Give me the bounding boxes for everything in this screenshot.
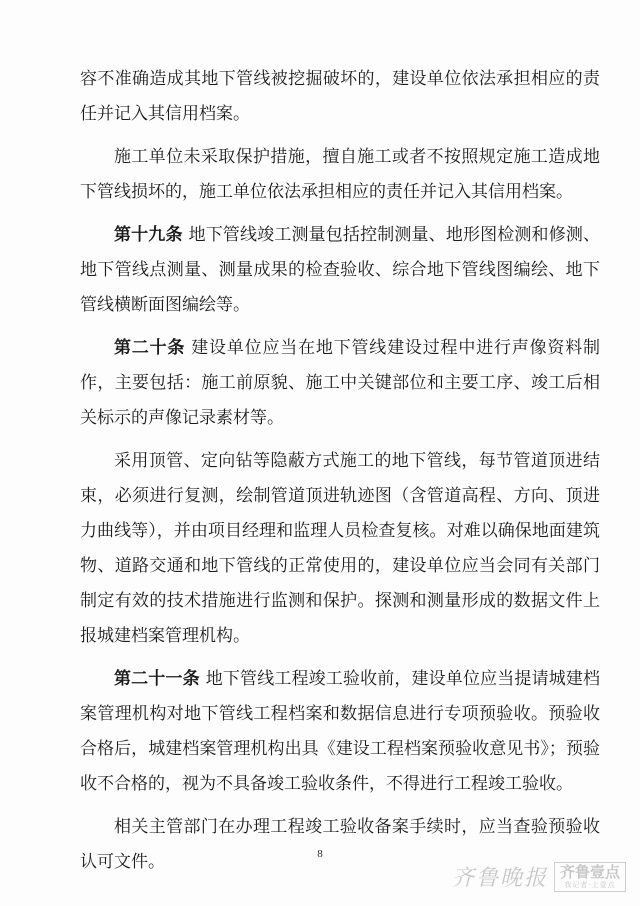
article-number: 第二十条 (114, 338, 186, 358)
paragraph (80, 218, 600, 323)
document-body (80, 62, 600, 888)
watermark-badge-subtitle: 我记者·上壹点 (564, 880, 616, 889)
paragraph-text: 建设单位应当在地下管线建设过程中进行声像资料制作，主要包括：施工前原貌、施工中关键部位和主要工序、竣工后相关标示的声像记录素材等。 (80, 338, 601, 428)
paragraph (80, 662, 600, 802)
paragraph (80, 140, 600, 210)
watermark-logo-text: 齐鲁晚报 (451, 866, 548, 891)
watermark (452, 861, 626, 892)
page-number: 8 (317, 848, 323, 860)
watermark-badge (554, 862, 626, 892)
article-number: 第十九条 (114, 225, 183, 245)
paragraph-text: 采用顶管、定向钻等隐蔽方式施工的地下管线，每节管道顶进结束，必须进行复测，绘制管道顶进轨迹图（含管道高程、方向、顶进力曲线等），并由项目经理和监理人员检查复核。对难以确保地面建筑物、道路交通和地下管线的正常使用的，建设单位应当会同有关部门制定有效的技术措施进行监测和保护。探测和测量形成的数据文件上报城建档案管理机构。 (80, 451, 600, 646)
paragraph-text: 相关主管部门在办理工程竣工验收备案手续时，应当查验预验收认可文件。 (80, 817, 600, 872)
paragraph-text: 容不准确造成其地下管线被挖掘破坏的，建设单位依法承担相应的责任并记入其信用档案。 (80, 69, 600, 124)
paragraph (80, 444, 600, 654)
article-number: 第二十一条 (114, 669, 200, 689)
paragraph-text: 地下管线工程竣工验收前，建设单位应当提请城建档案管理机构对地下管线工程档案和数据信息进行专项预验收。预验收合格后，城建档案管理机构出具《建设工程档案预验收意见书》；预验收不合格的，视为不具备竣工验收条件，不得进行工程竣工验收。 (80, 669, 601, 794)
paragraph-text: 施工单位未采取保护措施，擅自施工或者不按照规定施工造成地下管线损坏的，施工单位依法承担相应的责任并记入其信用档案。 (80, 147, 600, 202)
watermark-badge-title: 齐鲁壹点 (559, 862, 620, 881)
paragraph-text: 地下管线竣工测量包括控制测量、地形图检测和修测、地下管线点测量、测量成果的检查验收、综合地下管线图编绘、地下管线横断面图编绘等。 (80, 225, 601, 315)
paragraph (80, 331, 600, 436)
paragraph (80, 62, 600, 132)
